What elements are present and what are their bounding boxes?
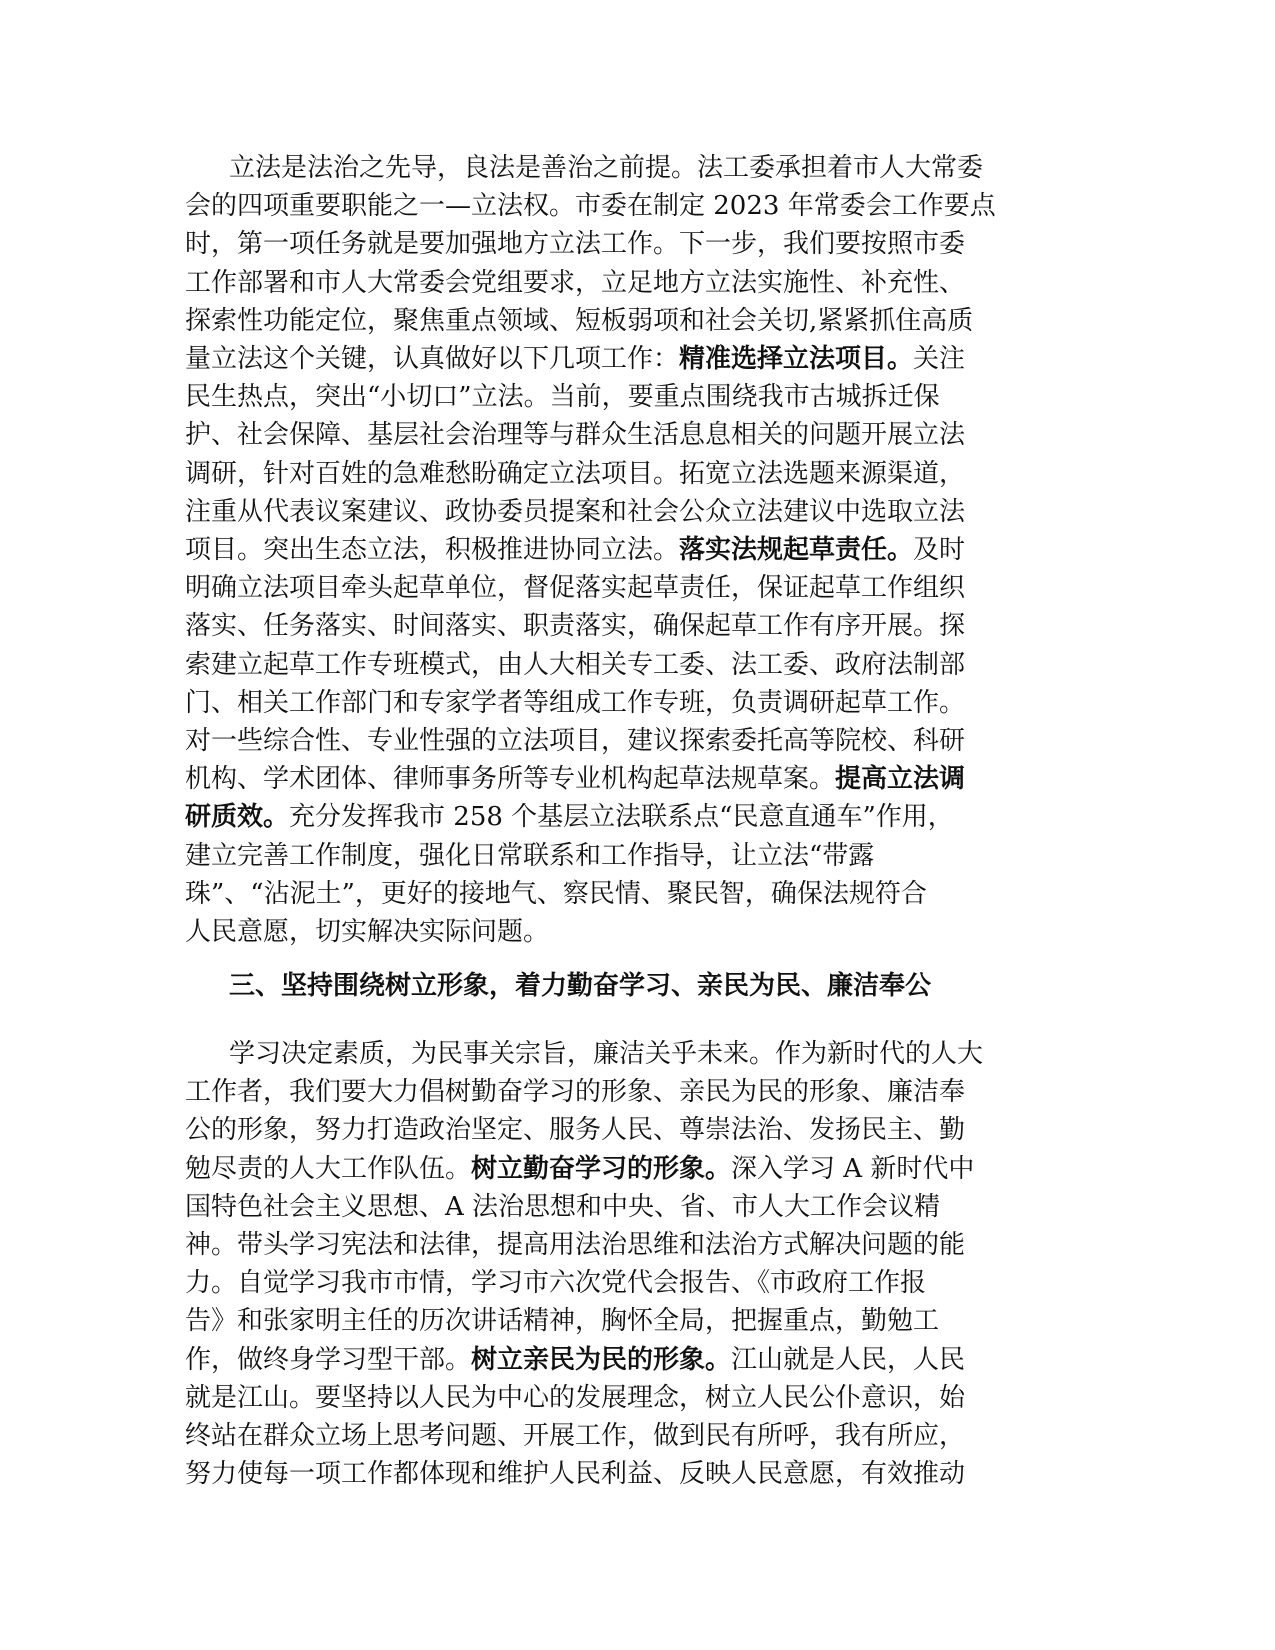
bold-keyphrase: 精准选择立法项目。 [679, 344, 914, 375]
text-line [185, 1226, 1065, 1264]
text-line [185, 798, 1065, 836]
text-segment: 告》和张家明主任的历次讲话精神，胸怀全局，把握重点，勤勉工 [185, 1306, 940, 1337]
text-line [185, 302, 1065, 340]
text-segment: 学习决定素质，为民事关宗旨，廉洁关乎未来。作为新时代的人大 [229, 1039, 984, 1069]
text-segment: 公的形象，努力打造政治坚定、服务人民、尊崇法治、发扬民主、勤 [185, 1115, 966, 1146]
paragraph-legislation [185, 149, 1065, 951]
bold-keyphrase: 提高立法调 [835, 764, 966, 795]
text-line [185, 1150, 1065, 1188]
text-line [185, 149, 1065, 187]
text-segment: 及时 [913, 535, 966, 566]
text-line [185, 493, 1065, 531]
text-line [185, 455, 1065, 493]
bold-keyphrase: 树立亲民为民的形象。 [471, 1344, 732, 1375]
text-line [185, 1341, 1065, 1379]
text-line [185, 875, 1065, 913]
text-segment: 江山就是人民，人民 [731, 1344, 966, 1375]
text-line [185, 1302, 1065, 1340]
text-line [185, 531, 1065, 569]
bold-keyphrase: 落实法规起草责任。 [679, 535, 914, 566]
text-segment: 工作部署和市人大常委会党组要求，立足地方立法实施性、补充性、 [185, 267, 966, 298]
text-line [185, 1111, 1065, 1149]
text-line [185, 1073, 1065, 1111]
text-segment: 人民意愿，切实解决实际问题。 [185, 917, 550, 948]
text-segment: 努力使每一项工作都体现和维护人民利益、反映人民意愿，有效推动 [185, 1459, 966, 1490]
text-line [185, 722, 1065, 760]
text-segment: 探索性功能定位，聚焦重点领域、短板弱项和社会关切,紧紧抓住高质 [185, 305, 974, 336]
text-line [185, 569, 1065, 607]
text-segment: 门、相关工作部门和专家学者等组成工作专班，负责调研起草工作。 [185, 687, 966, 718]
text-segment: 关注 [913, 344, 966, 375]
paragraph-image [185, 1035, 1065, 1493]
bold-keyphrase: 研质效。 [185, 802, 290, 833]
text-segment: 调研，针对百姓的急难愁盼确定立法项目。拓宽立法选题来源渠道， [185, 458, 966, 489]
text-segment: 国特色社会主义思想、A 法治思想和中央、省、市人大工作会议精 [185, 1191, 941, 1222]
text-line [185, 1035, 1065, 1073]
text-segment: 充分发挥我市 258 个基层立法联系点“民意直通车”作用， [289, 802, 954, 833]
text-segment: 护、社会保障、基层社会治理等与群众生活息息相关的问题开展立法 [185, 420, 966, 451]
text-segment: 民生热点，突出“小切口”立法。当前，要重点围绕我市古城拆迁保 [185, 382, 940, 413]
text-line [185, 1188, 1065, 1226]
text-segment: 工作者，我们要大力倡树勤奋学习的形象、亲民为民的形象、廉洁奉 [185, 1077, 966, 1108]
text-line [185, 837, 1065, 875]
text-segment: 建立完善工作制度，强化日常联系和工作指导，让立法“带露 [185, 840, 875, 871]
text-line [185, 187, 1065, 225]
text-line [185, 416, 1065, 454]
text-line [185, 1379, 1065, 1417]
text-line [185, 1264, 1065, 1302]
text-segment: 落实、任务落实、时间落实、职责落实，确保起草工作有序开展。探 [185, 611, 966, 642]
text-segment: 会的四项重要职能之一—立法权。市委在制定 2023 年常委会工作要点 [185, 191, 996, 222]
text-line [185, 1455, 1065, 1493]
text-segment: 对一些综合性、专业性强的立法项目，建议探索委托高等院校、科研 [185, 726, 966, 757]
text-segment: 神。带头学习宪法和法律，提高用法治思维和法治方式解决问题的能 [185, 1230, 966, 1261]
text-line [185, 646, 1065, 684]
text-segment: 终站在群众立场上思考问题、开展工作，做到民有所呼，我有所应， [185, 1421, 966, 1452]
text-line [185, 913, 1065, 951]
text-line [185, 684, 1065, 722]
text-segment: 勉尽责的人大工作队伍。 [185, 1153, 472, 1184]
text-line [185, 264, 1065, 302]
text-segment: 明确立法项目牵头起草单位，督促落实起草责任，保证起草工作组织 [185, 573, 966, 604]
text-segment: 量立法这个关键，认真做好以下几项工作： [185, 344, 680, 375]
bold-keyphrase: 树立勤奋学习的形象。 [471, 1153, 732, 1184]
text-segment: 珠”、“沾泥土”，更好的接地气、察民情、聚民智，确保法规符合 [185, 878, 927, 909]
section-heading-3: 三、坚持围绕树立形象，着力勤奋学习、亲民为民、廉洁奉公 [229, 971, 932, 1001]
text-line [185, 340, 1065, 378]
text-line [185, 760, 1065, 798]
text-segment: 立法是法治之先导，良法是善治之前提。法工委承担着市人大常委 [229, 153, 984, 183]
text-segment: 机构、学术团体、律师事务所等专业机构起草法规草案。 [185, 764, 836, 795]
text-segment: 力。自觉学习我市市情，学习市六次党代会报告、《市政府工作报 [185, 1268, 927, 1299]
text-segment: 深入学习 A 新时代中 [731, 1153, 975, 1184]
text-segment: 就是江山。要坚持以人民为中心的发展理念，树立人民公仆意识，始 [185, 1382, 966, 1413]
text-line [185, 378, 1065, 416]
text-segment: 项目。突出生态立法，积极推进协同立法。 [185, 535, 680, 566]
text-line [185, 607, 1065, 645]
text-segment: 时，第一项任务就是要加强地方立法工作。下一步，我们要按照市委 [185, 229, 966, 260]
text-segment: 作，做终身学习型干部。 [185, 1344, 472, 1375]
text-segment: 索建立起草工作专班模式，由人大相关专工委、法工委、政府法制部 [185, 649, 966, 680]
text-line [185, 1417, 1065, 1455]
text-segment: 注重从代表议案建议、政协委员提案和社会公众立法建议中选取立法 [185, 496, 966, 527]
text-line [185, 225, 1065, 263]
